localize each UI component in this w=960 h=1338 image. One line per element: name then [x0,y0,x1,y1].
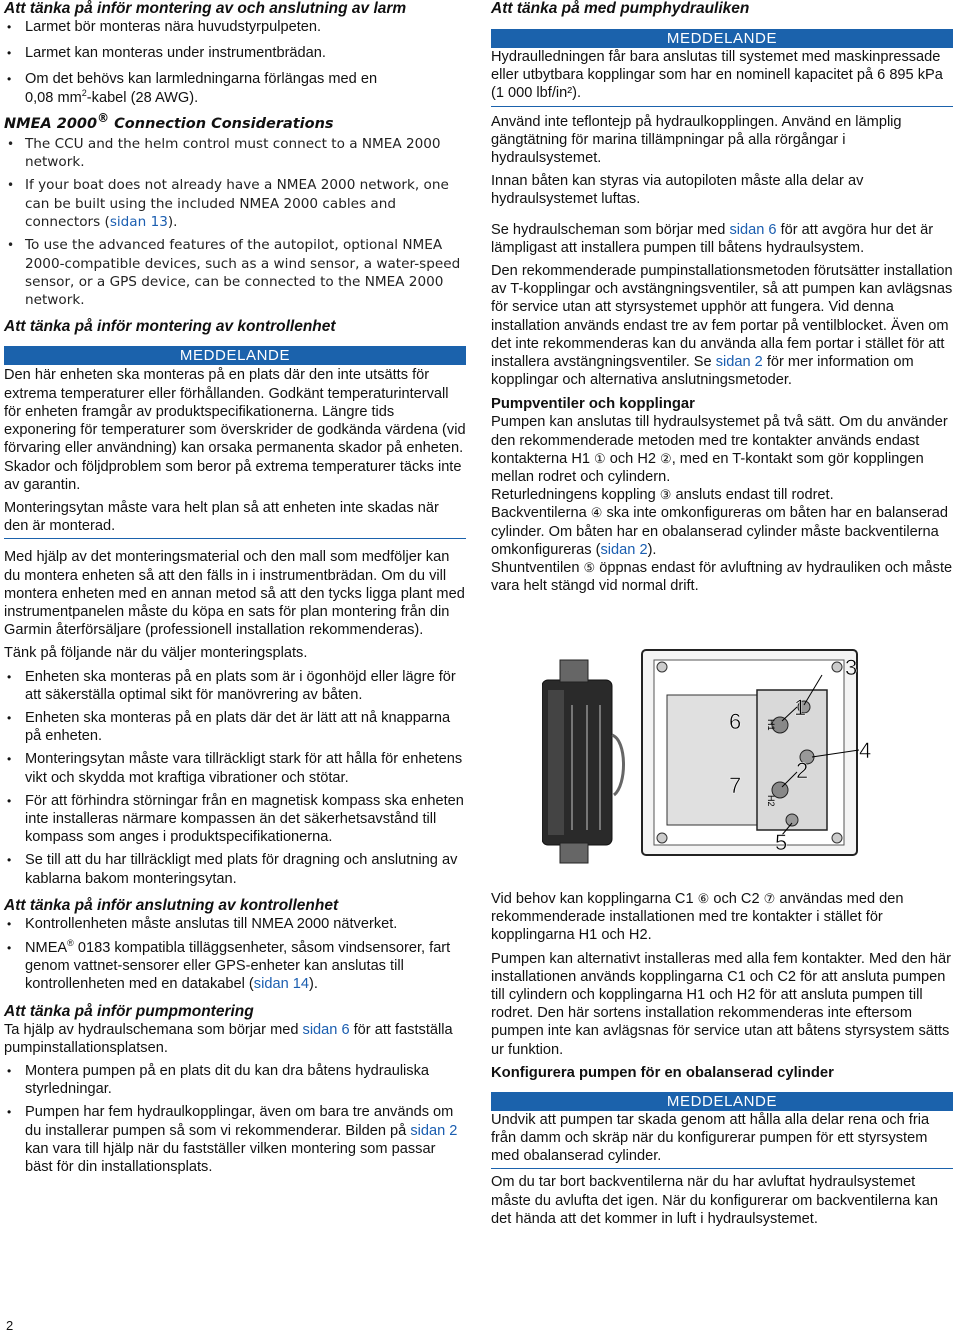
paragraph [491,890,953,945]
callout-4: ④ [590,505,603,521]
list-item-text: ). [167,214,178,230]
bolt-icon [657,833,667,843]
page-link[interactable]: sidan 2 [715,354,763,371]
list-item: • Se till att du har tillräckligt med plats för dragning och anslutning av kablarna bakom monteringsytan. [4,851,466,887]
bolt-icon [832,833,842,843]
callout-5: ⑤ [583,560,596,576]
registered-mark: ® [97,110,110,125]
list-item-text: Pumpen har fem hydraulkopplingar, även om bara tre används om du installerar pumpen så som vi rekommenderar. Bilden på [25,1104,454,1139]
list-item [4,939,466,994]
paragraph-text: ansluts endast till rodret. [671,487,834,504]
page-link[interactable]: sidan 6 [729,221,777,238]
heading-connection: Att tänka på inför anslutning av kontrollenhet [4,896,339,914]
paragraph: Om du tar bort backventilerna när du har avluftat hydraulsystemet måste du avlufta det igen. När du konfigurerar om backventilerna kan det hända att det kommer in luft i hydraulsystemet. [491,1174,938,1227]
page-link[interactable]: sidan 14 [253,976,309,993]
shunt-valve [786,814,798,826]
callout-7: ⑦ [763,891,776,906]
paragraph [491,486,953,504]
paragraph-text: Se hydraulscheman som börjar med [491,221,730,238]
list-item-text: Om det behövs kan larmledningarna förlängas med en [25,71,378,88]
heading-unbalanced: Konfigurera pumpen för en obalanserad cylinder [491,1064,834,1081]
page-link[interactable]: sidan 2 [600,541,648,558]
list-item: • Kontrollenheten måste anslutas till NMEA 2000 nätverket. [4,915,466,933]
page-link[interactable]: sidan 2 [410,1122,458,1139]
pump-drawing [542,645,914,870]
list-item: • Monteringsytan måste vara tillräckligt stark för att hålla för enhetens vikt och skydda mot kraftiga vibrationer och stötar. [4,750,466,786]
heading-valves: Pumpventiler och kopplingar [491,396,695,413]
list-item-text: 0183 kompatibla tilläggsenheter, såsom vindsensorer, fart genom vattnet-sensorer eller GPS-enheter kan anslutas till kontrollenheten med en datakabel ( [25,939,451,993]
paragraph [491,221,953,257]
paragraph-text: och H2 [605,450,661,467]
paragraph-text: Den rekommenderade pumpinstallationsmetoden förutsätter installation av T-kopplingar och avstängningsventiler, så att pumpen kan avlägsnas för service utan att styrsystemet upphör att fungera. Vid denna installation används endast tre av fem portar på ventilblocket. Även om det inte rekommenderas kan du använda alla fem portar i stället för att installera avstängningsventiler. Se [491,263,953,371]
paragraph-text: ). [647,541,657,558]
heading-text: Connection Considerations [109,115,334,132]
paragraph [4,1021,466,1057]
paragraph-text: Returledningens koppling [491,487,660,504]
pump-figure [542,645,914,870]
list-item: • För att förhindra störningar från en magnetisk kompass ska enheten inte installeras närmare kompassen än det säkerhetsavstånd till kompass som anges i produktspecifikationerna. [4,792,466,847]
page-link[interactable]: sidan 6 [302,1021,350,1038]
motor-cap [560,843,588,863]
nmea-list [4,135,466,310]
callout-1-label: 1 [794,695,807,720]
superscript: 2 [81,87,87,98]
heading-nmea [4,110,466,133]
list-item-text: If your boat does not already have a NMEA 2000 network, one can be built using the included NMEA 2000 cables and connectors ( [25,177,449,230]
paragraph: Tänk på följande när du väljer monteringsplats. [4,645,308,662]
paragraph-text: för att avgöra hur det är lämpligast att installera pumpen till båtens hydraulsystem. [491,221,934,256]
notice-banner: MEDDELANDE [4,346,466,365]
list-item [4,70,466,106]
list-item-text: -kabel (28 AWG). [86,89,199,106]
list-item: • The CCU and the helm control must connect to a NMEA 2000 network. [4,135,466,172]
paragraph: Med hjälp av det monteringsmaterial och den mall som medföljer kan du montera enheten så att den fälls in i instrumentbrädan. Om du vill montera enheten med en annan metod så att den tycks ligga plant med instrumentpanelen måste du köpa en sats för plan montering från din Garmin återförsäljare (professionell installation rekommenderas). [4,549,465,639]
paragraph-text: för att fastställa pumpinstallationsplatsen. [4,1021,453,1056]
notice-banner: MEDDELANDE [491,1092,953,1111]
heading-text: NMEA 2000 [4,115,98,132]
paragraph [491,413,953,486]
paragraph-text: användas med den rekommenderade installationen med tre kontakter i stället för kopplingarna H1 och H2. [491,891,904,944]
paragraph: Pumpen kan alternativt installeras med alla fem kontakter. Med den här installationen används kopplingarna C1 och C2 för att ansluta pumpen till cylindern och kopplingarna H1 och H2 för att ansluta pumpen till rodret. Den här sortens installation rekommenderas inte eftersom pumpen inte kan avlägsnas för service utan att båtens styrsystem sätts ur funktion. [491,950,951,1058]
motor-cap [560,660,588,682]
right-column-lower [491,890,953,1228]
page-link[interactable]: sidan 13 [109,214,168,230]
callout-4-label: 4 [859,738,872,763]
paragraph-text: Ta hjälp av hydraulschemana som börjar med [4,1021,303,1038]
heading-hydraulics: Att tänka på med pumphydrauliken [491,0,750,17]
paragraph-text: Backventilerna [491,505,591,522]
left-column [4,0,466,1176]
list-item [4,176,466,231]
list-item: • Larmet kan monteras under instrumentbrädan. [4,44,466,62]
notice-block [4,346,466,539]
paragraph [491,559,953,595]
registered-mark: ® [67,938,74,949]
callout-2-label: 2 [796,758,809,783]
bolt-icon [657,662,667,672]
list-item: • Enheten ska monteras på en plats som är i ögonhöjd eller lägre för att säkerställa optimal sikt för manövrering av båten. [4,668,466,704]
callout-3: ③ [659,487,672,503]
list-item: • To use the advanced features of the autopilot, optional NMEA 2000-compatible devices, such as a wind sensor, a water-speed sensor, or a GPS device, can be connected to the NMEA 2000 network. [4,236,466,309]
paragraph-text: ska inte omkonfigureras om båten har en balanserad cylinder. Om båten har en obalanserad cylinder måste backventilerna omkonfigureras ( [491,505,949,558]
pump-list [4,1062,466,1176]
callout-2: ② [660,450,672,466]
notice-text: Monteringsytan måste vara helt plan så att enheten inte skadas när den är monterad. [4,499,439,535]
mounting-list [4,668,466,888]
list-item-text: 0,08 mm [25,89,82,106]
callout-6: ⑥ [697,891,710,906]
notice-banner: MEDDELANDE [491,29,953,48]
paragraph-text: öppnas endast för avluftning av hydrauliken och måste vara helt stängd vid normal drift. [491,560,953,595]
list-item: • Larmet bör monteras nära huvudstyrpulpeten. [4,18,466,36]
heading-alarm: Att tänka på inför montering av och anslutning av larm [4,0,407,17]
paragraph-text: Pumpen kan anslutas till hydraulsystemet på två sätt. Om du använder den rekommenderade metoden med tre kontakter används endast kontakterna H1 [491,414,948,467]
paragraph-text: för mer information om kopplingar och alternativa anslutningsmetoder. [491,354,914,389]
motor-fins [548,690,564,835]
list-item: • Enheten ska monteras på en plats där det är lätt att nå knapparna på enheten. [4,709,466,745]
paragraph-text: , med en T-kontakt som gör kopplingen mellan rodret och cylindern. [491,450,924,486]
callout-7-label: 7 [729,773,742,798]
paragraph [491,262,953,389]
callout-1: ① [594,450,606,466]
notice-block [491,1092,953,1170]
port-label-h1: H1 [766,719,776,731]
paragraph: Innan båten kan styras via autopiloten måste alla delar av hydraulsystemet luftas. [491,173,864,208]
right-column [491,0,953,595]
list-item-text: kan vara till hjälp när du fastställer vilken montering som passar bäst för din installationsplats. [25,1140,436,1175]
heading-pump-mounting: Att tänka på inför pumpmontering [4,1002,254,1020]
notice-text: Undvik att pumpen tar skada genom att hålla alla delar rena och fria från damm och skräp när du konfigurerar pumpen för ett styrsystem med obalanserad cylinder. [491,1111,930,1165]
callout-5-label: 5 [775,830,788,855]
list-item-text: NMEA [25,939,68,956]
list-item [4,1103,466,1176]
heading-control-unit: Att tänka på inför montering av kontrollenhet [4,318,336,336]
alarm-list [4,18,466,107]
list-item: • Montera pumpen på en plats dit du kan dra båtens hydrauliska styrledningar. [4,1062,466,1098]
paragraph [491,504,953,559]
paragraph-text: och C2 [709,891,764,907]
callout-3-label: 3 [845,655,858,680]
port-label-h2: H2 [766,795,776,807]
bolt-icon [832,662,842,672]
paragraph: Använd inte teflontejp på hydraulkopplingen. Använd en lämplig gängtätning för marina tillämpningar på alla rörgångar i hydraulsystemet. [491,113,902,167]
list-item-text: ). [308,976,318,993]
wire [612,735,624,795]
callout-6-label: 6 [729,709,742,734]
paragraph-text: Vid behov kan kopplingarna C1 [491,891,698,907]
paragraph-text: Shuntventilen [491,560,584,577]
connection-list [4,915,466,994]
page-number: 2 [6,1318,14,1333]
notice-text: Den här enheten ska monteras på en plats där den inte utsätts för extrema temperaturer eller förhållanden. Godkänt temperaturintervall för enheten framgår av produktspecifikationerna. Längre tids exponering för temperaturer som överskrider de godkända värdena (vid förvaring eller användning) kan orsaka permanenta skador på enheten. Skador och följdproblem som beror på extrema temperaturer täcks inte av garantin. [4,367,466,493]
notice-block [491,29,953,107]
notice-text: Hydraulledningen får bara anslutas till systemet med maskinpressade eller utbytbara kopplingar som har en nominell kapacitet på 6 895 kPa (1 000 lbf/in²). [491,49,943,102]
